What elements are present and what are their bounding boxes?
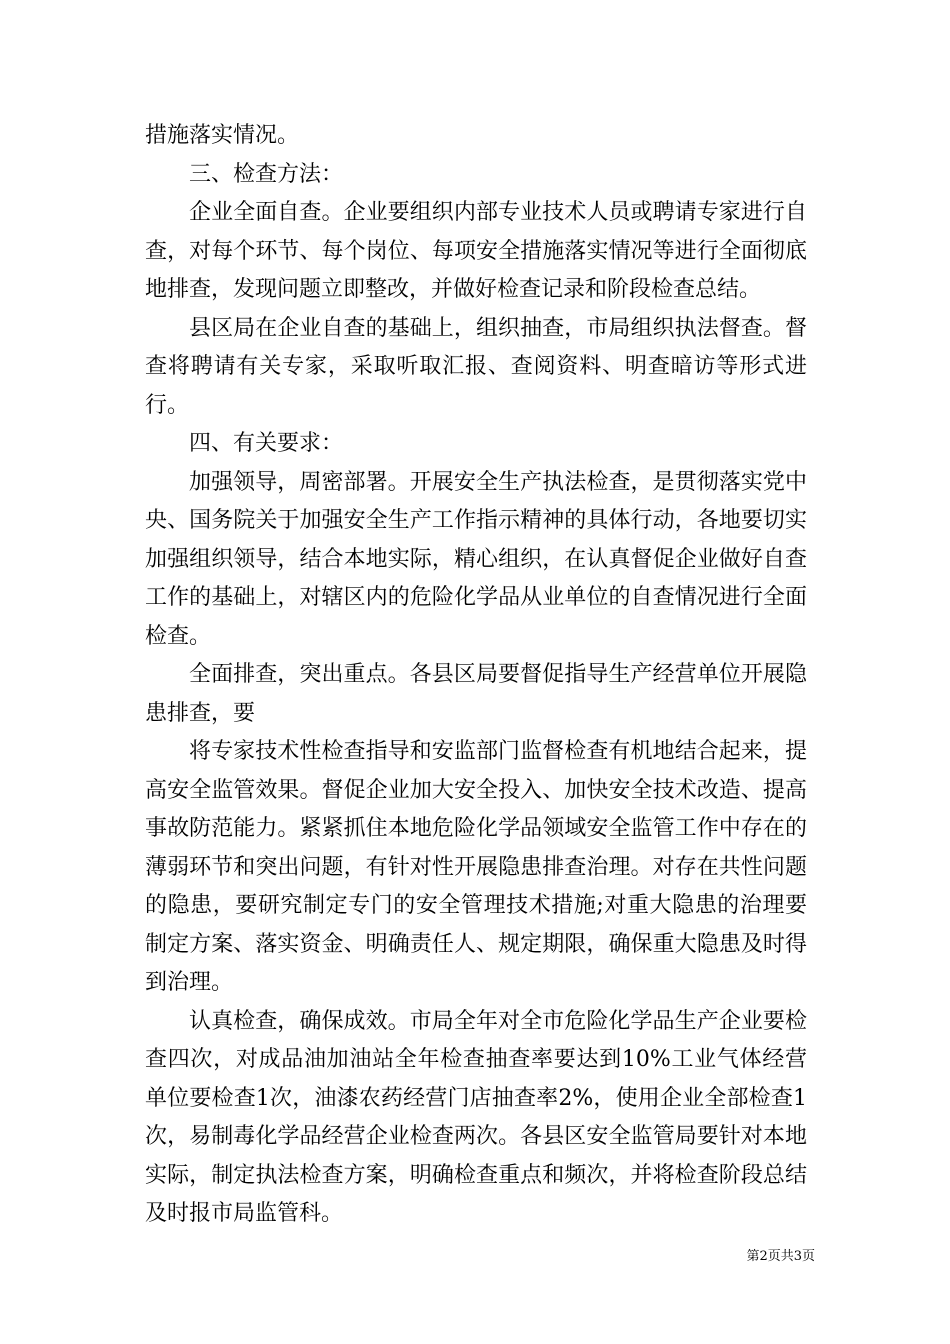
paragraph-3: 企业全面自查。企业要组织内部专业技术人员或聘请专家进行自查，对每个环节、每个岗位、每项安全措施落实情况等进行全面彻底地排查，发现问题立即整改，并做好检查记录和阶段检查总结。	[145, 200, 807, 302]
paragraph-7: 全面排查，突出重点。各县区局要督促指导生产经营单位开展隐患排查，要	[145, 662, 807, 726]
paragraph-9: 认真检查，确保成效。市局全年对全市危险化学品生产企业要检查四次，对成品油加油站全年检查抽查率要达到10%工业气体经营单位要检查1次，油漆农药经营门店抽查率2%，使用企业全部检查1次，易制毒化学品经营企业检查两次。各县区安全监管局要针对本地实际，制定执法检查方案，明确检查重点和频次，并将检查阶段总结及时报市局监管科。	[145, 1008, 807, 1226]
paragraph-6: 加强领导，周密部署。开展安全生产执法检查，是贯彻落实党中央、国务院关于加强安全生产工作指示精神的具体行动，各地要切实加强组织领导，结合本地实际，精心组织，在认真督促企业做好自查工作的基础上，对辖区内的危险化学品从业单位的自查情况进行全面检查。	[145, 469, 807, 649]
paragraph-4: 县区局在企业自查的基础上，组织抽查，市局组织执法督查。督查将聘请有关专家，采取听取汇报、查阅资料、明查暗访等形式进行。	[145, 315, 807, 418]
document-body	[145, 117, 807, 1234]
page-number: 第2页共3页	[746, 1249, 815, 1264]
section-heading-requirements: 四、有关要求：	[189, 431, 344, 456]
section-heading-methods: 三、检查方法：	[189, 161, 344, 187]
paragraph-8: 将专家技术性检查指导和安监部门监督检查有机地结合起来，提高安全监管效果。督促企业加大安全投入、加快安全技术改造、提高事故防范能力。紧紧抓住本地危险化学品领域安全监管工作中存在的薄弱环节和突出问题，有针对性开展隐患排查治理。对存在共性问题的隐患，要研究制定专门的安全管理技术措施;对重大隐患的治理要制定方案、落实资金、明确责任人、规定期限，确保重大隐患及时得到治理。	[145, 739, 807, 995]
paragraph-1: 措施落实情况。	[145, 123, 300, 148]
